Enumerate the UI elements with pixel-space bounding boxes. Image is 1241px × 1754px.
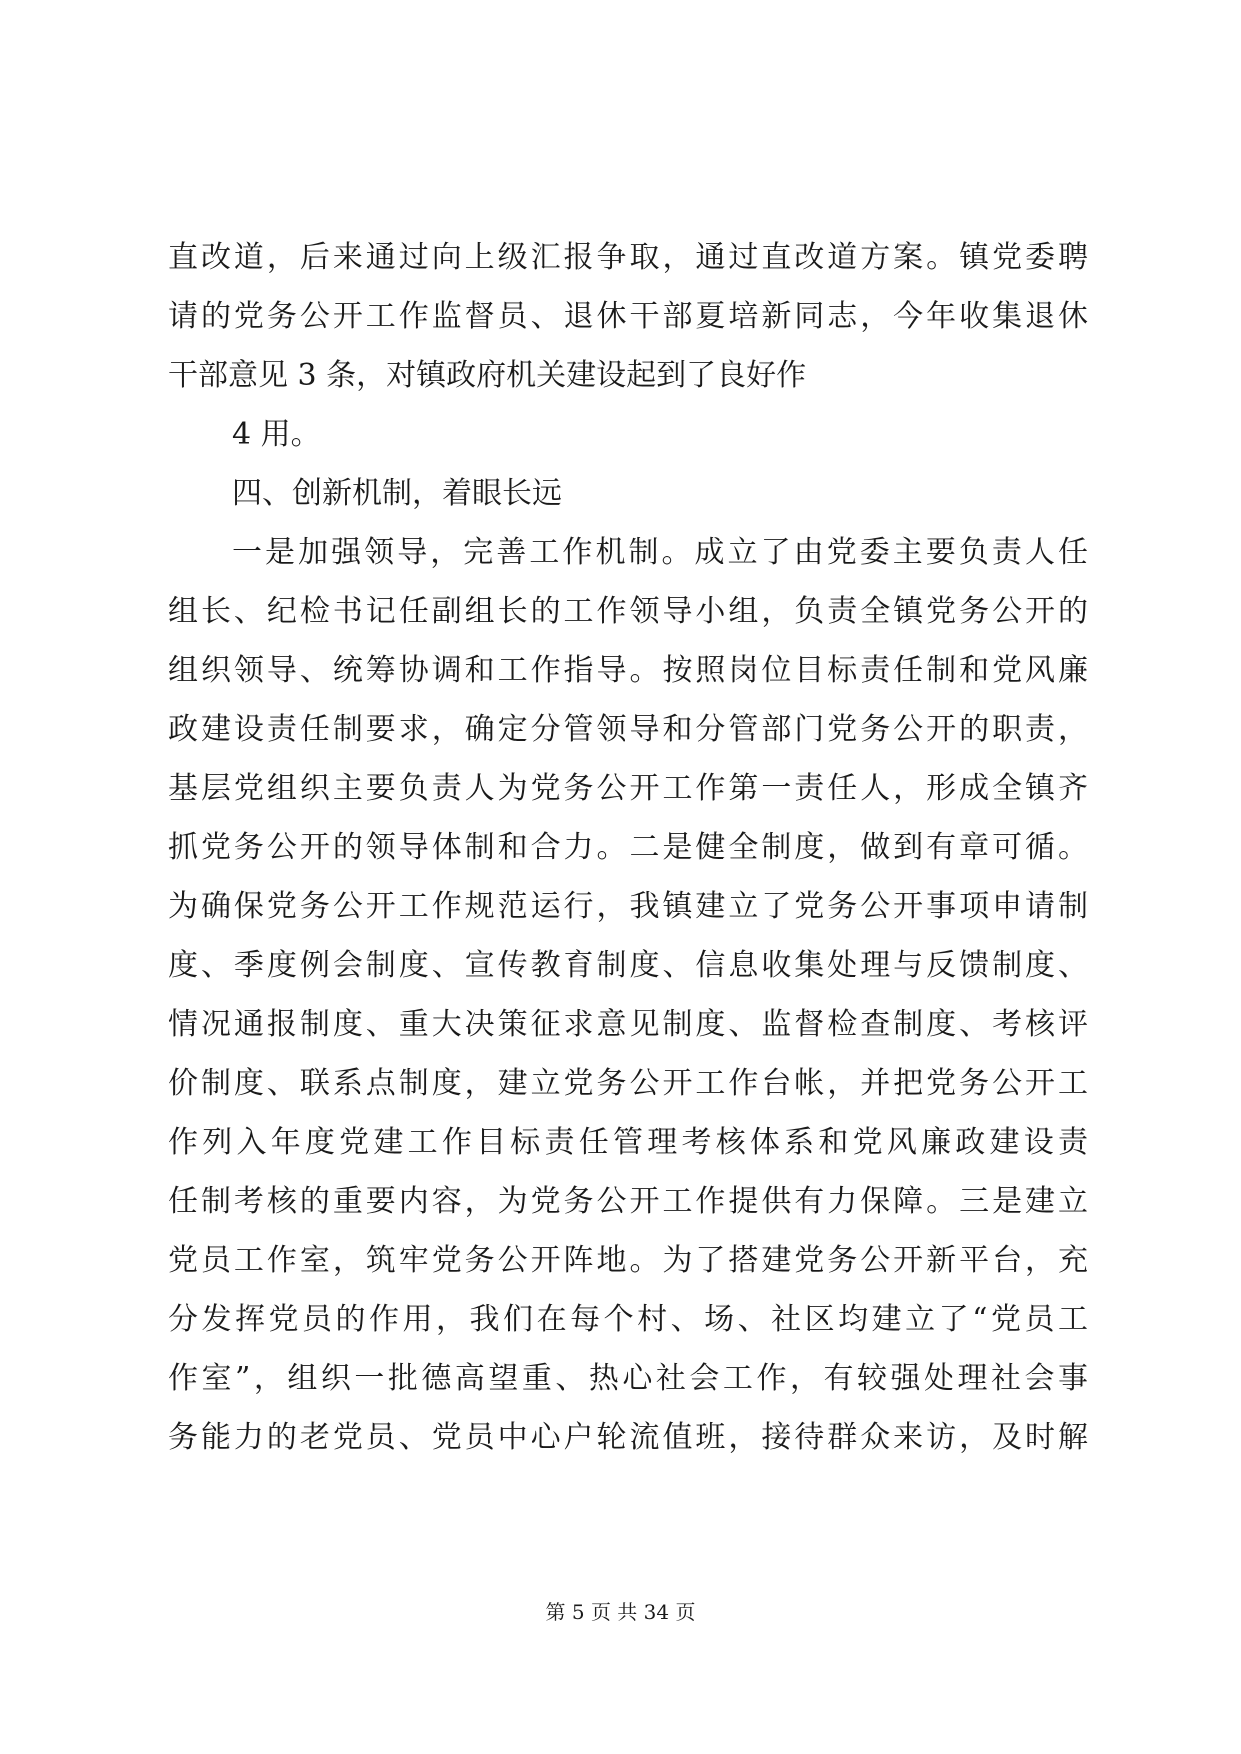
text-line: 务能力的老党员、党员中心户轮流值班，接待群众来访，及时解 — [168, 1420, 1088, 1455]
text-line: 为确保党务公开工作规范运行，我镇建立了党务公开事项申请制 — [168, 889, 1088, 924]
text-line: 作室”，组织一批德高望重、热心社会工作，有较强处理社会事 — [168, 1361, 1088, 1396]
page-number: 第 5 页 共 34 页 — [545, 1600, 696, 1624]
text-line: 党员工作室，筑牢党务公开阵地。为了搭建党务公开新平台，充 — [168, 1243, 1088, 1278]
text-line: 作列入年度党建工作目标责任管理考核体系和党风廉政建设责 — [168, 1125, 1088, 1160]
text-line: 4 用。 — [232, 417, 321, 452]
text-line: 政建设责任制要求，确定分管领导和分管部门党务公开的职责， — [168, 712, 1088, 747]
text-line: 一是加强领导，完善工作机制。成立了由党委主要负责人任 — [232, 535, 1088, 570]
text-line: 干部意见 3 条，对镇政府机关建设起到了良好作 — [168, 358, 807, 393]
text-line: 请的党务公开工作监督员、退休干部夏培新同志，今年收集退休 — [168, 299, 1088, 334]
document-body — [168, 228, 1088, 1467]
text-line: 分发挥党员的作用，我们在每个村、场、社区均建立了“党员工 — [168, 1302, 1088, 1337]
text-line: 组织领导、统筹协调和工作指导。按照岗位目标责任制和党风廉 — [168, 653, 1088, 688]
text-line: 任制考核的重要内容，为党务公开工作提供有力保障。三是建立 — [168, 1184, 1088, 1219]
text-line: 直改道，后来通过向上级汇报争取，通过直改道方案。镇党委聘 — [168, 240, 1088, 275]
section-heading: 四、创新机制，着眼长远 — [232, 476, 562, 511]
text-line: 基层党组织主要负责人为党务公开工作第一责任人，形成全镇齐 — [168, 771, 1088, 806]
text-line: 组长、纪检书记任副组长的工作领导小组，负责全镇党务公开的 — [168, 594, 1088, 629]
text-line: 抓党务公开的领导体制和合力。二是健全制度，做到有章可循。 — [168, 830, 1088, 865]
text-line: 情况通报制度、重大决策征求意见制度、监督检查制度、考核评 — [168, 1007, 1088, 1042]
text-line: 度、季度例会制度、宣传教育制度、信息收集处理与反馈制度、 — [168, 948, 1088, 983]
text-line: 价制度、联系点制度，建立党务公开工作台帐，并把党务公开工 — [168, 1066, 1088, 1101]
